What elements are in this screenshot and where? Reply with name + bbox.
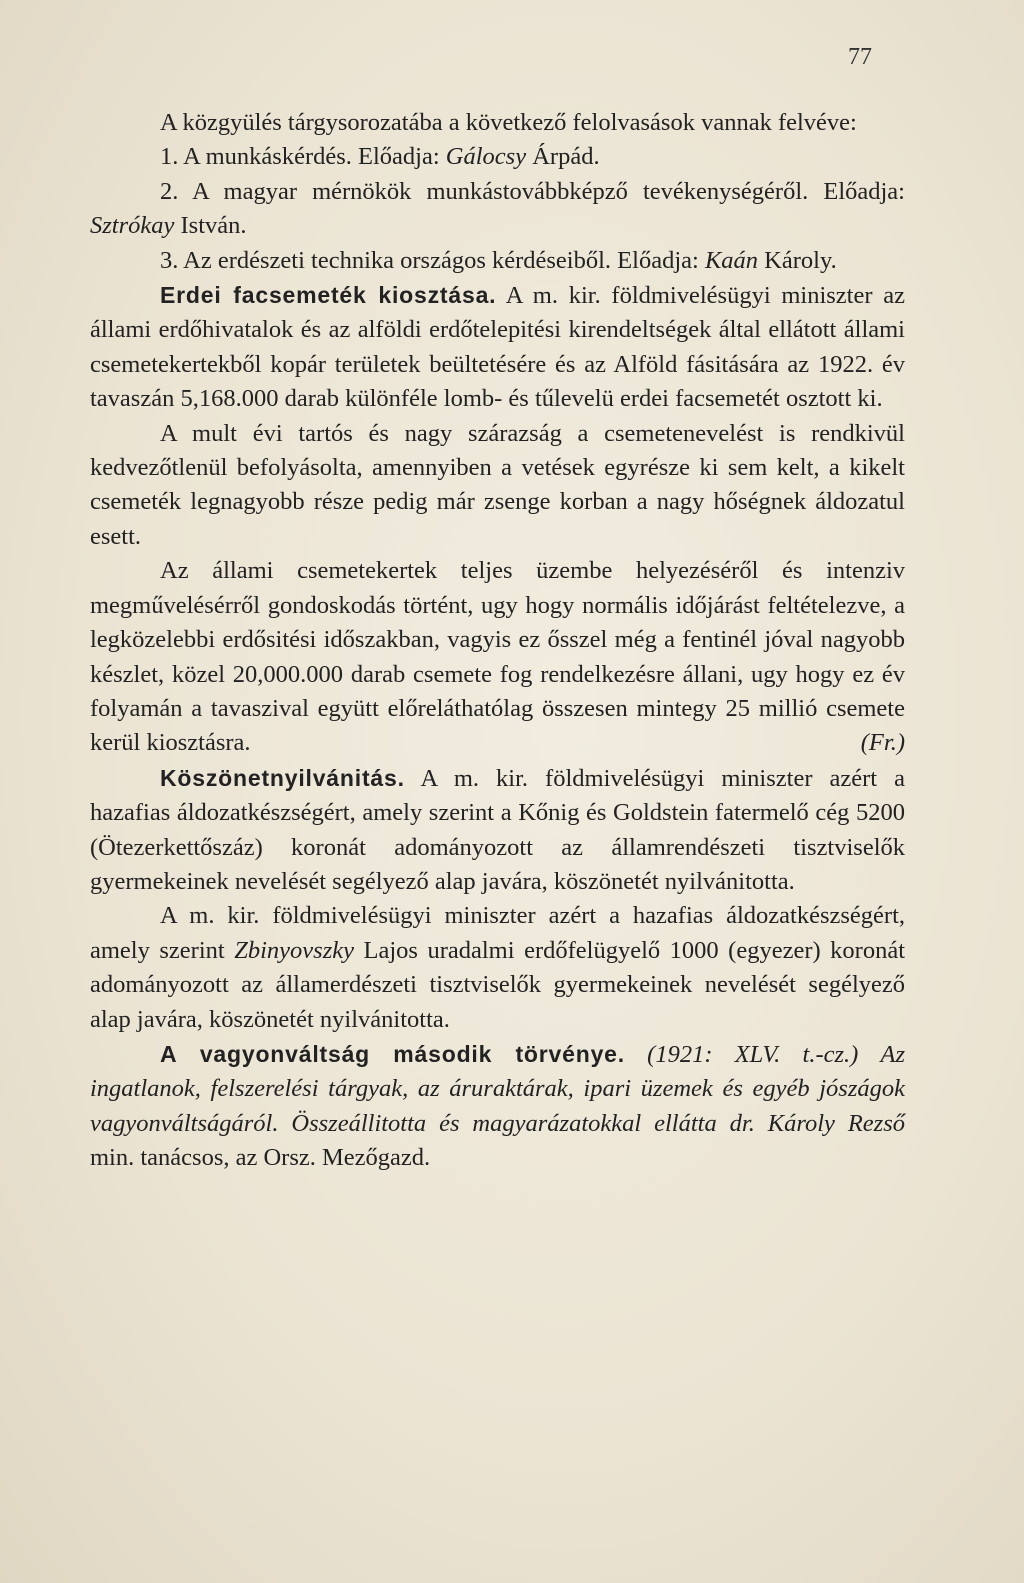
section-thanks-donor-name: Zbinyovszky	[234, 936, 354, 964]
section-law-heading: A vagyonváltság második törvénye.	[160, 1040, 625, 1067]
section-seedlings-text-2: A mult évi tartós és nagy szárazság a csemetenevelést is rendkivül kedvezőtlenül befolyásolta, amennyiben a vetések egyrésze ki sem kelt, a kikelt csemeték legnagyobb része pedig már zsenge korban a nagy hőségnek áldozatul esett.	[90, 419, 905, 550]
section-seedlings-paragraph-2	[90, 417, 905, 555]
section-thanks-text-2-pre: A m. kir. földmivelésügyi miniszter azért a hazafias áldozatkészségért, amely szerint	[90, 902, 905, 964]
section-seedlings-heading: Erdei facsemeték kiosztása.	[160, 282, 497, 309]
agenda-item-author-first: István.	[180, 212, 247, 240]
agenda-item-number: 3.	[160, 246, 179, 274]
agenda-item-number: 2.	[160, 177, 179, 205]
intro-text: A közgyülés tárgysorozatába a következő felolvasások vannak felvéve:	[160, 109, 857, 136]
section-thanks-text-2-post: Lajos uradalmi erdőfelügyelő 1000 (egyezer) koronát adományozott az államerdészeti tisztviselők gyermekeinek nevelését segélyező alap javára, köszönetét nyilvánitotta.	[90, 936, 906, 1033]
section-seedlings-signature: (Fr.)	[860, 729, 905, 757]
agenda-item-author: Gálocsy	[445, 143, 527, 171]
agenda-item-title: Az erdészeti technika országos kérdéseiből. Előadja:	[183, 246, 699, 274]
section-law-citation: (1921: XLV. t.-cz.)	[647, 1040, 859, 1068]
page-number: 77	[848, 44, 872, 70]
section-thanks-paragraph-1	[90, 761, 905, 900]
section-law-tail: min. tanácsos, az Orsz. Mezőgazd.	[90, 1144, 431, 1172]
agenda-item-3	[90, 244, 905, 278]
section-law-paragraph	[90, 1037, 905, 1176]
section-thanks-text-1: A m. kir. földmivelésügyi miniszter azért a hazafias áldozatkészségért, amely szerint a Kőnig és Goldstein fatermelő cég 5200 (Ötezerkettőszáz) koronát adományozott az államrendészeti tisztviselők gyermekeinek nevelését segélyező alap javára, köszönetét nyilvánitotta.	[90, 764, 905, 895]
agenda-item-number: 1.	[160, 143, 179, 171]
agenda-item-2	[90, 175, 905, 244]
intro-paragraph	[90, 106, 905, 140]
agenda-item-author: Sztrókay	[90, 212, 175, 240]
section-seedlings-text-1: A m. kir. földmivelésügyi miniszter az állami erdőhivatalok és az alföldi erdőtelepitési kirendeltségek által ellátott állami csemetekertekből kopár területek beültetésére és az Alföld fásitására az 1922. év tavaszán 5,168.000 darab különféle lomb- és tűlevelü erdei facsemetét osztott ki.	[90, 282, 905, 413]
section-thanks-heading: Köszönetnyilvánitás.	[160, 764, 405, 791]
section-seedlings-text-3: Az állami csemetekertek teljes üzembe helyezéséről és intenziv megművelésérről gondoskodás történt, ugy hogy normális időjárást feltételezve, a legközelebbi erdősitési időszakban, vagyis ez ősszel még a fentinél jóval nagyobb készlet, közel 20,000.000 darab csemete fog rendelkezésre állani, ugy hogy ez év folyamán a tavaszival együtt előreláthatólag összesen mintegy 25 millió csemete kerül kiosztásra.	[90, 557, 905, 757]
agenda-item-title: A munkáskérdés. Előadja:	[183, 143, 440, 171]
section-seedlings-paragraph-1	[90, 278, 905, 417]
agenda-item-1	[90, 140, 905, 174]
agenda-item-title: A magyar mérnökök munkástovábbképző tevékenységéről. Előadja:	[192, 177, 905, 205]
section-seedlings-paragraph-3	[90, 554, 905, 760]
section-law-italic-text: Az ingatlanok, felszerelési tárgyak, az áruraktárak, ipari üzemek és egyéb jószágok vagyonváltságáról. Összeállitotta és magyarázatokkal ellátta dr. Károly Rezső	[90, 1040, 906, 1137]
agenda-item-author-first: Árpád.	[532, 143, 600, 171]
agenda-item-author: Kaán	[704, 246, 759, 274]
body-text	[90, 106, 905, 1176]
section-thanks-paragraph-2	[90, 899, 905, 1037]
agenda-item-author-first: Károly.	[764, 246, 837, 274]
